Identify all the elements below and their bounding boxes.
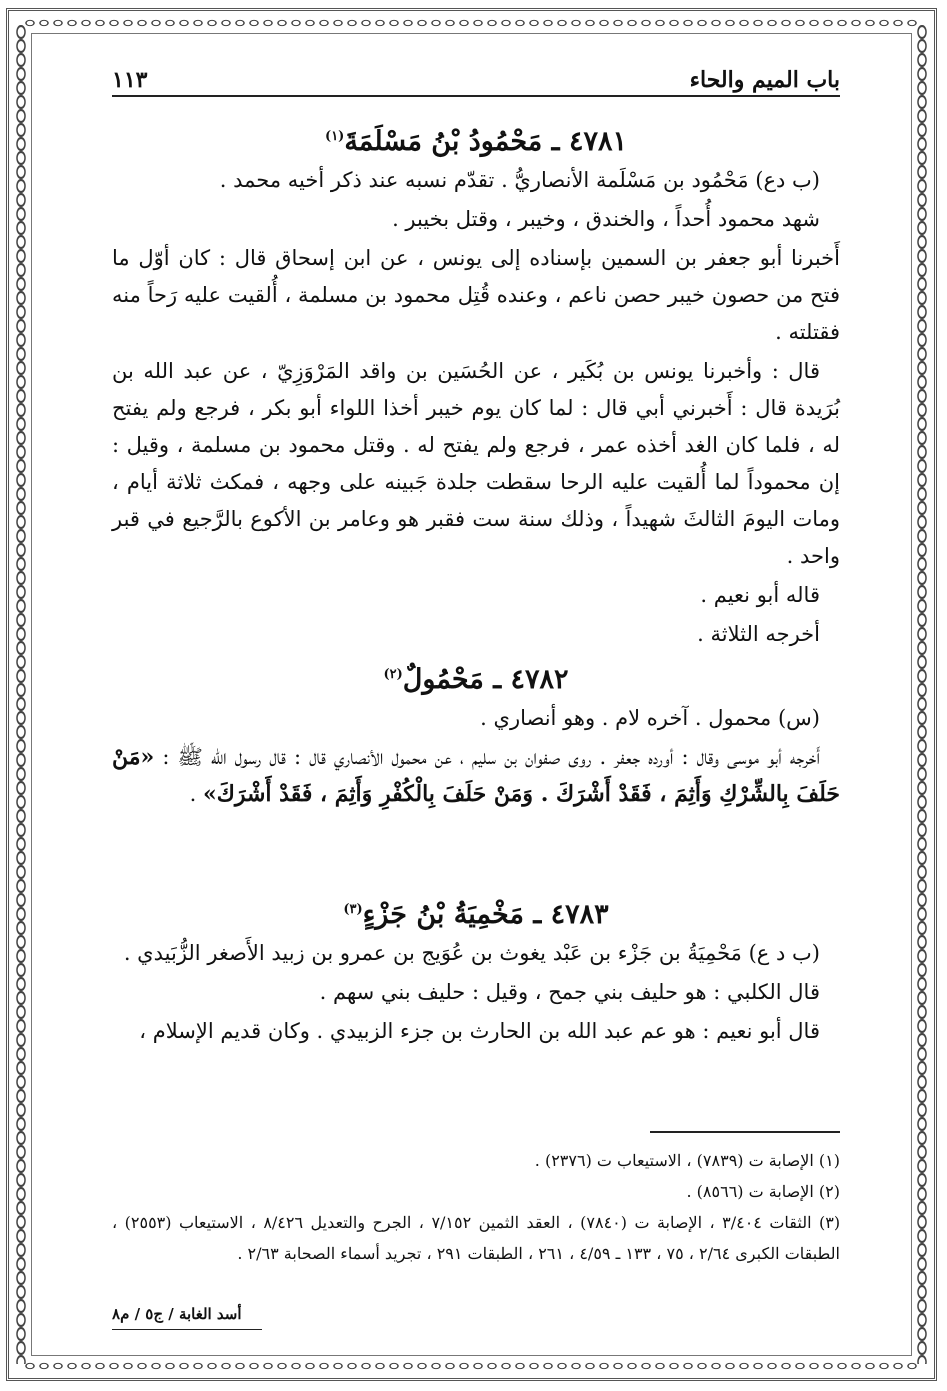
paragraph: (ب د ع) مَحْمِيَةُ بن جَزْء بن عَبْد يغوث بن عُوَيج بن عمرو بن زبيد الأَصغر الزُّبَيدي .	[123, 941, 820, 965]
entry-title: ٤٧٨٣ ـ مَخْمِيَةُ بْنُ جَزْءٍ$^{(٣)}$	[343, 899, 609, 930]
paragraph-text: أَخرجه أبو موسى وقال : أورده جعفر . روى صفوان بن سليم ، عن محمول الأنصاري قال : قال رسول الله ﷺ :	[154, 745, 820, 769]
book-page	[112, 55, 840, 1345]
entry-4781	[112, 117, 840, 655]
paragraph: (س) محمول . آخره لام . وهو أنصاري .	[480, 706, 820, 730]
hadith-text: «مَنْ حَلَفَ بِالشِّرْكِ وَأَثِمَ ، فَقَدْ أَشْرَكَ . وَمَنْ حَلَفَ بِالْكُفْرِ وَأَثِمَ ، فَقَدْ أَشْرَكَ»	[112, 744, 840, 807]
paragraph: (ب دع) مَحْمُود بن مَسْلَمة الأنصاريُّ . تقدّم نسبه عند ذكر أخيه محمد .	[219, 168, 820, 192]
paragraph: شهد محمود أُحداً ، والخندق ، وخيبر ، وقتل بخيبر .	[392, 207, 820, 231]
header-rule	[112, 95, 840, 97]
paragraph-end: .	[189, 782, 203, 806]
chapter-title: باب الميم والحاء	[689, 67, 840, 93]
signature-mark: أسد الغابة / ج٥ / م٨	[112, 1305, 242, 1323]
paragraph: قال أبو نعيم : هو عم عبد الله بن الحارث بن جزء الزبيدي . وكان قديم الإسلام ،	[139, 1019, 820, 1043]
entry-4782	[112, 655, 840, 815]
paragraph: قال الكلبي : هو حليف بني جمح ، وقيل : حليف بني سهم .	[319, 980, 820, 1004]
footnote-ref: (٢)	[383, 667, 403, 682]
footnotes	[112, 1145, 840, 1269]
footnote: (٢) الإصابة ت (٨٥٦٦) .	[686, 1182, 840, 1201]
paragraph: قاله أبو نعيم .	[700, 583, 820, 607]
chain-border-bottom	[23, 1360, 920, 1372]
footnote: (٣) الثقات ٣/٤٠٤ ، الإصابة ت (٧٨٤٠) ، العقد الثمين ٧/١٥٢ ، الجرح والتعديل ٨/٤٢٦ ، الاستيعاب (٢٥٥٣) ، الطبقات الكبرى ٢/٦٤ ، ٧٥ ، ١٣٣ ـ ٤/٥٩ ، ٢٦١ ، الطبقات ٢٩١ ، تجريد أسماء الصحابة ٢/٦٣ .	[112, 1213, 841, 1263]
paragraph: قال : وأخبرنا يونس بن بُكَير ، عن الحُسَين بن واقد المَرْوَزِيّ ، عن عبد الله بن بُرَيدة قال : أَخبرني أبي قال : لما كان يوم خيبر أخذا اللواء أبو بكر ، فرجع ولم يفتح له ، فلما كان الغد أخذه عمر ، فرجع ولم يفتح له . وقتل محمود بن مسلمة ، وقيل : إن محموداً لما أُلقيت عليه الرحا سقطت جلدة جَبينه على وجهه ، فمكث ثلاثة أيام ، ومات اليومَ الثالثَ شهيداً ، وذلك سنة ست فقبر هو وعامر بن الأكوع بالرَّجيع في قبر واحد .	[112, 359, 840, 568]
paragraph: أخرجه الثلاثة .	[697, 622, 820, 646]
entry-4783	[112, 890, 840, 1052]
paragraph: أَخبرنا أبو جعفر بن السمين بإسناده إلى يونس ، عن ابن إسحاق قال : كان أوّل ما فتح من حصون خيبر حصن ناعم ، وعنده قُتِل محمود بن مسلمة ، أُلقيت عليه رَحاً منه فقتلته .	[112, 246, 840, 344]
signature-rule	[112, 1329, 262, 1330]
entry-title: ٤٧٨٢ ـ مَحْمُولٌ$^{(٢)}$	[383, 664, 569, 695]
chain-border-right	[916, 25, 928, 1364]
chain-border-top	[23, 17, 920, 29]
chain-border-left	[15, 25, 27, 1364]
paragraph-with-hadith	[112, 739, 840, 813]
footnote-ref: (٣)	[343, 902, 363, 917]
page-number: ١١٣	[112, 67, 148, 93]
footnote-ref: (١)	[325, 129, 345, 144]
entry-title: ٤٧٨١ ـ مَحْمُودُ بْنُ مَسْلَمَةَ$^{(١)}$	[325, 126, 627, 157]
running-head	[112, 65, 840, 95]
footnote: (١) الإصابة ت (٧٨٣٩) ، الاستيعاب ت (٢٣٧٦) .	[534, 1151, 840, 1170]
footnote-rule	[650, 1131, 840, 1133]
